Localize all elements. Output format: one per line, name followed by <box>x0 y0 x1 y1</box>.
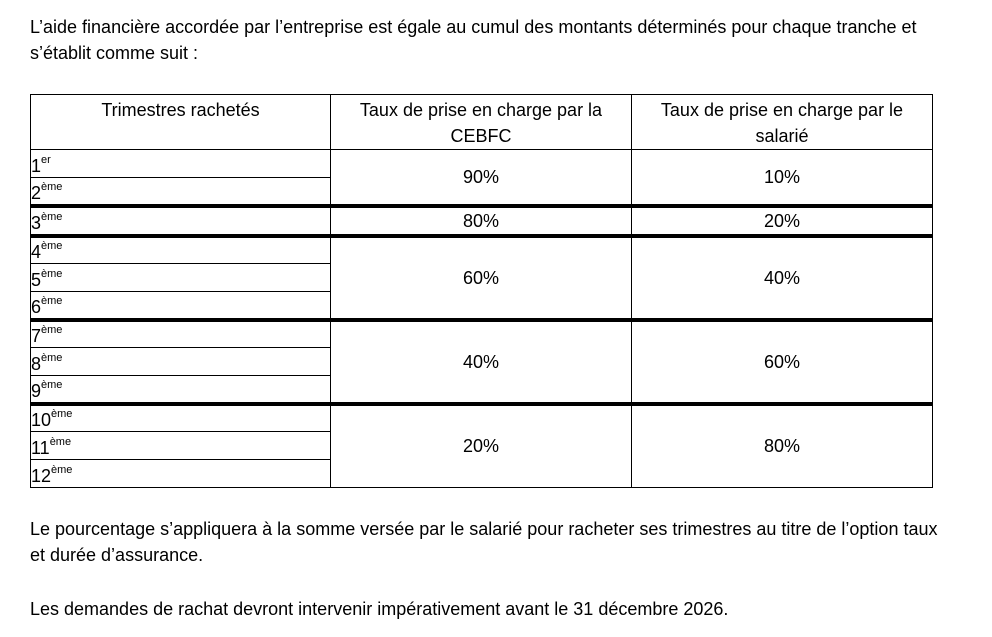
table-row <box>31 320 933 348</box>
cebfc-rate-cell: 90% <box>331 150 632 206</box>
table-row <box>31 150 933 178</box>
employee-rate-cell: 60% <box>632 320 933 404</box>
quarter-cell: 3ème <box>31 206 331 236</box>
tranche-group-2 <box>31 206 933 236</box>
employee-rate-cell: 20% <box>632 206 933 236</box>
cebfc-rate-cell: 20% <box>331 404 632 488</box>
cebfc-rate-cell: 40% <box>331 320 632 404</box>
employee-rate-cell: 40% <box>632 236 933 320</box>
tranche-group-4 <box>31 320 933 404</box>
quarter-cell: 7ème <box>31 320 331 348</box>
contribution-rates-table <box>30 94 933 488</box>
quarter-cell: 8ème <box>31 348 331 376</box>
quarter-cell: 9ème <box>31 376 331 404</box>
employee-rate-cell: 10% <box>632 150 933 206</box>
header-quarters: Trimestres rachetés <box>31 95 331 150</box>
quarter-cell: 11ème <box>31 432 331 460</box>
tranche-group-5 <box>31 404 933 488</box>
cebfc-rate-cell: 80% <box>331 206 632 236</box>
quarter-cell: 4ème <box>31 236 331 264</box>
quarter-cell: 1er <box>31 150 331 178</box>
quarter-cell: 12ème <box>31 460 331 488</box>
deadline-paragraph: Les demandes de rachat devront intervenir impérativement avant le 31 décembre 2026. <box>30 599 729 619</box>
application-paragraph: Le pourcentage s’appliquera à la somme versée par le salarié pour racheter ses trimestres au titre de l’option taux et durée d’assurance. <box>30 519 938 565</box>
tranche-group-1 <box>31 150 933 206</box>
employee-rate-cell: 80% <box>632 404 933 488</box>
table-header <box>31 95 933 150</box>
quarter-cell: 6ème <box>31 292 331 320</box>
cebfc-rate-cell: 60% <box>331 236 632 320</box>
quarter-cell: 10ème <box>31 404 331 432</box>
quarter-cell: 5ème <box>31 264 331 292</box>
header-employee-rate: Taux de prise en charge par le salarié <box>632 95 933 150</box>
table-row <box>31 404 933 432</box>
table-row <box>31 206 933 236</box>
tranche-group-3 <box>31 236 933 320</box>
table-row <box>31 236 933 264</box>
quarter-cell: 2ème <box>31 178 331 206</box>
header-cebfc-rate: Taux de prise en charge par la CEBFC <box>331 95 632 150</box>
intro-paragraph: L’aide financière accordée par l’entreprise est égale au cumul des montants déterminés pour chaque tranche et s’établit comme suit : <box>30 17 917 63</box>
